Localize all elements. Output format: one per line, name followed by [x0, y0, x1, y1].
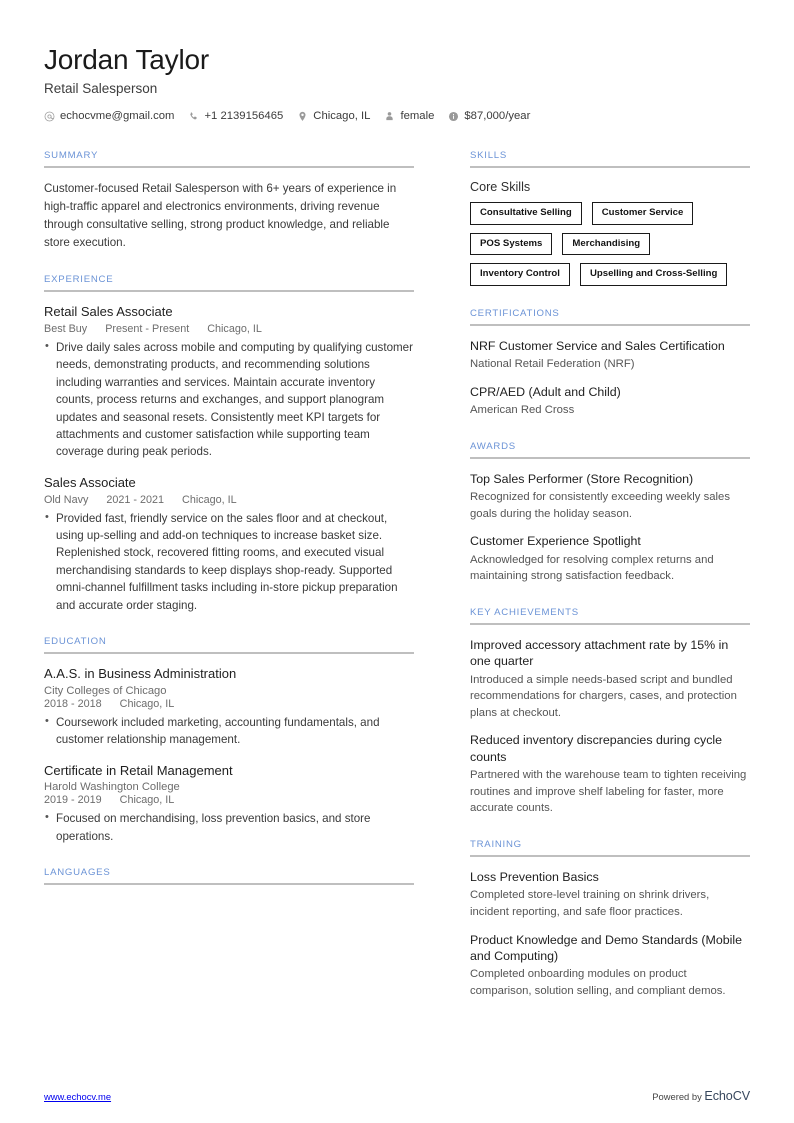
section-summary: [44, 150, 414, 252]
training-description: Completed store-level training on shrink drivers, incident reporting, and safe floor practices.: [470, 889, 710, 918]
contact-value: echocvme@gmail.com: [60, 110, 175, 123]
achievement-entry: [470, 637, 750, 722]
education-location: Chicago, IL: [119, 697, 175, 710]
bullet-item: • Coursework included marketing, accounting fundamentals, and customer relationship management.: [44, 714, 414, 749]
section-title-education: EDUCATION: [44, 635, 107, 647]
skill-tag-list: [470, 202, 750, 286]
training-name: Loss Prevention Basics: [470, 869, 599, 884]
resume-header: [44, 44, 750, 122]
experience-role: Sales Associate: [44, 474, 136, 490]
achievement-name: Reduced inventory discrepancies during cycle counts: [470, 733, 723, 764]
footer-brand: [652, 1089, 750, 1103]
skill-tag[interactable]: Consultative Selling: [470, 202, 582, 225]
experience-bullets: [44, 339, 414, 461]
award-description: Recognized for consistently exceeding weekly sales goals during the holiday season.: [470, 491, 730, 520]
resume-footer: [44, 1089, 750, 1103]
experience-dates: 2021 - 2021: [106, 493, 165, 506]
contact-value: Chicago, IL: [313, 110, 371, 123]
location-icon: [297, 111, 308, 122]
section-experience: [44, 274, 414, 614]
section-rule: [470, 166, 750, 168]
education-dates: 2019 - 2019: [44, 794, 102, 807]
footer-website-link[interactable]: www.echocv.me: [44, 1091, 112, 1102]
award-name: Customer Experience Spotlight: [470, 534, 641, 549]
contact-value: female: [400, 110, 435, 123]
section-key-achievements: [470, 607, 750, 817]
education-school: City Colleges of Chicago: [44, 684, 167, 697]
right-column: [470, 150, 750, 1021]
bullet-item: • Focused on merchandising, loss prevention basics, and store operations.: [44, 810, 414, 845]
resume-columns: [44, 150, 750, 1021]
training-entry: [470, 932, 750, 1000]
education-degree: A.A.S. in Business Administration: [44, 665, 237, 681]
award-entry: [470, 471, 750, 523]
section-rule: [470, 623, 750, 625]
contact-item: [297, 110, 370, 122]
candidate-headline: Retail Salesperson: [44, 81, 158, 97]
section-title-training: TRAINING: [470, 838, 522, 850]
experience-location: Chicago, IL: [182, 493, 237, 506]
section-awards: [470, 441, 750, 585]
award-name: Top Sales Performer (Store Recognition): [470, 471, 694, 486]
achievement-entry: [470, 732, 750, 817]
education-meta: [44, 698, 414, 710]
section-rule: [470, 457, 750, 459]
skills-group-label: Core Skills: [470, 180, 531, 195]
award-description: Acknowledged for resolving complex returns and maintaining strong satisfaction feedback.: [470, 553, 714, 583]
section-languages: [44, 867, 414, 885]
training-name: Product Knowledge and Demo Standards (Mobile and Computing): [470, 932, 743, 963]
achievement-description: Partnered with the warehouse team to tighten receiving routines and improve shelf labeling for faster, more accurate counts.: [470, 769, 747, 815]
contact-value: +1 2139156465: [204, 110, 284, 123]
awards-list: [470, 471, 750, 585]
certification-name: CPR/AED (Adult and Child): [470, 384, 621, 399]
experience-list: [44, 304, 414, 614]
person-icon: [384, 111, 395, 122]
experience-meta: [44, 323, 414, 335]
achievement-description: Introduced a simple needs-based script and bundled recommendations for chargers, cases, and protection plans at checkout.: [470, 673, 737, 719]
contact-item: [448, 110, 530, 122]
education-location: Chicago, IL: [119, 794, 175, 807]
section-skills: [470, 150, 750, 286]
certifications-list: [470, 338, 750, 419]
experience-company: Old Navy: [44, 493, 89, 506]
section-education: [44, 636, 414, 845]
contact-row: [44, 110, 750, 122]
section-rule: [44, 652, 414, 654]
info-icon: [448, 111, 459, 122]
phone-icon: [188, 111, 199, 122]
education-entry: [44, 666, 414, 749]
skill-tag[interactable]: Merchandising: [562, 233, 650, 256]
key-achievements-list: [470, 637, 750, 817]
section-rule: [470, 855, 750, 857]
candidate-name: Jordan Taylor: [44, 44, 209, 75]
experience-dates: Present - Present: [105, 322, 190, 335]
certification-name: NRF Customer Service and Sales Certification: [470, 338, 725, 353]
education-bullets: [44, 810, 414, 845]
experience-location: Chicago, IL: [207, 322, 262, 335]
training-entry: [470, 869, 750, 921]
brand-name: EchoCV: [704, 1089, 750, 1103]
section-certifications: [470, 308, 750, 419]
education-degree: Certificate in Retail Management: [44, 762, 233, 778]
section-title-key-achievements: KEY ACHIEVEMENTS: [470, 606, 579, 618]
left-column: [44, 150, 414, 907]
experience-meta: [44, 494, 414, 506]
section-rule: [44, 290, 414, 292]
certification-issuer: American Red Cross: [470, 404, 575, 417]
education-list: [44, 666, 414, 845]
training-list: [470, 869, 750, 1000]
section-rule: [44, 166, 414, 168]
contact-item: [188, 110, 283, 122]
achievement-name: Improved accessory attachment rate by 15% in one quarter: [470, 637, 729, 669]
section-title-experience: EXPERIENCE: [44, 274, 114, 286]
education-school: Harold Washington College: [44, 781, 180, 794]
section-title-languages: LANGUAGES: [44, 867, 111, 879]
certification-entry: [470, 338, 750, 373]
award-entry: [470, 533, 750, 585]
section-title-summary: SUMMARY: [44, 150, 99, 162]
section-rule: [44, 883, 414, 885]
bullet-item: • Drive daily sales across mobile and computing by qualifying customer needs, demonstrating products, and recommending solutions including warranties and services. Maintain accurate inventory counts, process returns and exchanges, and support planogram updates and seasonal resets. Consistently meet KPI targets for attachments and customer satisfaction while supporting team coverage during peak periods.: [44, 339, 414, 461]
education-entry: [44, 763, 414, 846]
section-title-certifications: CERTIFICATIONS: [470, 307, 560, 319]
skill-tag[interactable]: Upselling and Cross-Selling: [580, 263, 727, 286]
skill-tag[interactable]: Inventory Control: [470, 263, 570, 286]
bullet-item: • Provided fast, friendly service on the sales floor and at checkout, using up-selling and add-on techniques to increase basket size. Replenished stock, recovered fitting rooms, and executed visual merchandising standards to keep displays shop-ready. Supported omni-channel fulfillment tasks including in-store pickup preparation and accurate order staging.: [44, 510, 414, 614]
education-dates: 2018 - 2018: [44, 697, 102, 710]
section-rule: [470, 324, 750, 326]
experience-role: Retail Sales Associate: [44, 304, 173, 320]
skill-tag[interactable]: POS Systems: [470, 233, 552, 256]
certification-issuer: National Retail Federation (NRF): [470, 358, 635, 371]
experience-entry: [44, 475, 414, 614]
skill-tag[interactable]: Customer Service: [592, 202, 694, 225]
email-icon: [44, 111, 55, 122]
section-training: [470, 839, 750, 1000]
education-meta: [44, 794, 414, 806]
experience-bullets: [44, 510, 414, 614]
contact-item: [44, 110, 174, 122]
experience-entry: [44, 304, 414, 461]
contact-value: $87,000/year: [464, 110, 531, 123]
powered-by-label: Powered by: [652, 1091, 705, 1102]
experience-company: Best Buy: [44, 322, 88, 335]
section-title-awards: AWARDS: [470, 440, 516, 452]
training-description: Completed onboarding modules on product comparison, solution selling, and compliant demos.: [470, 968, 726, 997]
section-title-skills: SKILLS: [470, 150, 508, 162]
certification-entry: [470, 384, 750, 419]
contact-item: [384, 110, 434, 122]
summary-text: Customer-focused Retail Salesperson with 6+ years of experience in high-traffic apparel and electronics environments, driving revenue through consultative selling, strong product knowledge, and reliable store execution.: [44, 182, 397, 250]
education-bullets: [44, 714, 414, 749]
